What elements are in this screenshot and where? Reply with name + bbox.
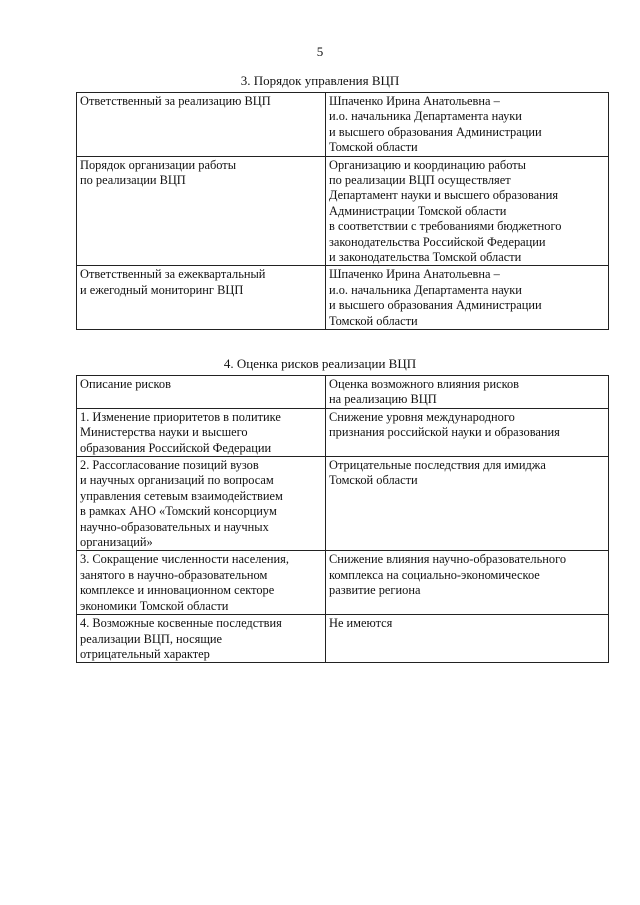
table-row xyxy=(77,93,609,157)
cell-text-line: Ответственный за ежеквартальный xyxy=(80,267,266,282)
cell-text-line: признания российской науки и образования xyxy=(329,425,560,440)
cell-text-line: занятого в научно-образовательном xyxy=(80,567,268,582)
cell-text-line: Описание рисков xyxy=(80,377,171,391)
table-cell-label xyxy=(77,457,326,551)
cell-text-line: Шпаченко Ирина Анатольевна – xyxy=(329,94,500,108)
cell-text-line: по реализации ВЦП осуществляет xyxy=(329,173,511,188)
table-cell-label xyxy=(77,93,326,157)
section-title-management: 3. Порядок управления ВЦП xyxy=(240,73,400,88)
cell-text-line: Томской области xyxy=(329,473,418,488)
cell-text-line: Томской области xyxy=(329,313,418,328)
cell-text-line: образования Российской Федерации xyxy=(80,440,272,455)
cell-text-line: комплекса на социально-экономическое xyxy=(329,567,540,582)
cell-text-line: управления сетевым взаимодействием xyxy=(80,488,283,503)
table-row xyxy=(77,266,609,330)
cell-text-line: Шпаченко Ирина Анатольевна – xyxy=(329,267,500,282)
cell-text-line: Томской области xyxy=(329,140,418,155)
cell-text-line: Снижение влияния научно-образовательного xyxy=(329,552,567,567)
cell-text-line: на реализацию ВЦП xyxy=(329,392,437,407)
table-cell-label xyxy=(77,376,326,409)
cell-text-line: реализации ВЦП, носящие xyxy=(80,631,223,646)
cell-text-line: и.о. начальника Департамента науки xyxy=(329,282,522,297)
cell-text-line: развитие региона xyxy=(329,583,421,598)
cell-text-line: Министерства науки и высшего xyxy=(80,425,248,440)
cell-text-line: в соответствии с требованиями бюджетного xyxy=(329,219,562,234)
table-cell-label xyxy=(77,408,326,456)
cell-text-line: в рамках АНО «Томский консорциум xyxy=(80,504,277,519)
table-cell-value xyxy=(326,457,609,551)
table-cell-label xyxy=(77,615,326,663)
table-row xyxy=(77,156,609,266)
management-table xyxy=(76,92,609,330)
table-cell-value xyxy=(326,266,609,330)
cell-text-line: 3. Сокращение численности населения, xyxy=(80,552,289,567)
table-row xyxy=(77,408,609,456)
table-cell-label xyxy=(77,156,326,266)
cell-text-line: экономики Томской области xyxy=(80,598,229,613)
table-cell-value xyxy=(326,551,609,615)
cell-text-line: Отрицательные последствия для имиджа xyxy=(329,458,546,473)
table-cell-value xyxy=(326,156,609,266)
table-row xyxy=(77,457,609,551)
cell-text-line: и ежегодный мониторинг ВЦП xyxy=(80,282,244,297)
cell-text-line: законодательства Российской Федерации xyxy=(329,234,546,249)
cell-text-line: и.о. начальника Департамента науки xyxy=(329,109,522,124)
cell-text-line: по реализации ВЦП xyxy=(80,173,186,188)
cell-text-line: Порядок организации работы xyxy=(80,157,237,172)
risks-table-body xyxy=(77,376,609,663)
table-cell-value xyxy=(326,615,609,663)
cell-text-line: Организацию и координацию работы xyxy=(329,157,526,172)
cell-text-line: 4. Возможные косвенные последствия xyxy=(80,616,282,631)
cell-text-line: Администрации Томской области xyxy=(329,203,507,218)
cell-text-line: организаций» xyxy=(80,535,153,550)
cell-text-line: научно-образовательных и научных xyxy=(80,519,269,534)
section-title-risks: 4. Оценка рисков реализации ВЦП xyxy=(223,356,417,371)
table-cell-label xyxy=(77,266,326,330)
table-row xyxy=(77,615,609,663)
cell-text-line: 1. Изменение приоритетов в политике xyxy=(80,409,281,424)
cell-text-line: и высшего образования Администрации xyxy=(329,298,542,313)
cell-text-line: Департамент науки и высшего образования xyxy=(329,188,559,203)
table-row xyxy=(77,551,609,615)
cell-text-line: и научных организаций по вопросам xyxy=(80,473,274,488)
risks-table xyxy=(76,375,609,663)
cell-text-line: Снижение уровня международного xyxy=(329,409,515,424)
page-number: 5 xyxy=(316,44,324,59)
cell-text-line: и высшего образования Администрации xyxy=(329,124,542,139)
cell-text-line: Оценка возможного влияния рисков xyxy=(329,377,520,391)
table-cell-label xyxy=(77,551,326,615)
cell-text-line: комплексе и инновационном секторе xyxy=(80,583,275,598)
management-table-body xyxy=(77,93,609,330)
cell-text-line: Не имеются xyxy=(329,616,393,631)
cell-text-line: и законодательства Томской области xyxy=(329,250,522,265)
table-cell-value xyxy=(326,93,609,157)
cell-text-line: отрицательный характер xyxy=(80,646,210,661)
table-cell-value xyxy=(326,408,609,456)
cell-text-line: 2. Рассогласование позиций вузов xyxy=(80,458,259,473)
cell-text-line: Ответственный за реализацию ВЦП xyxy=(80,94,271,108)
table-cell-value xyxy=(326,376,609,409)
table-row xyxy=(77,376,609,409)
